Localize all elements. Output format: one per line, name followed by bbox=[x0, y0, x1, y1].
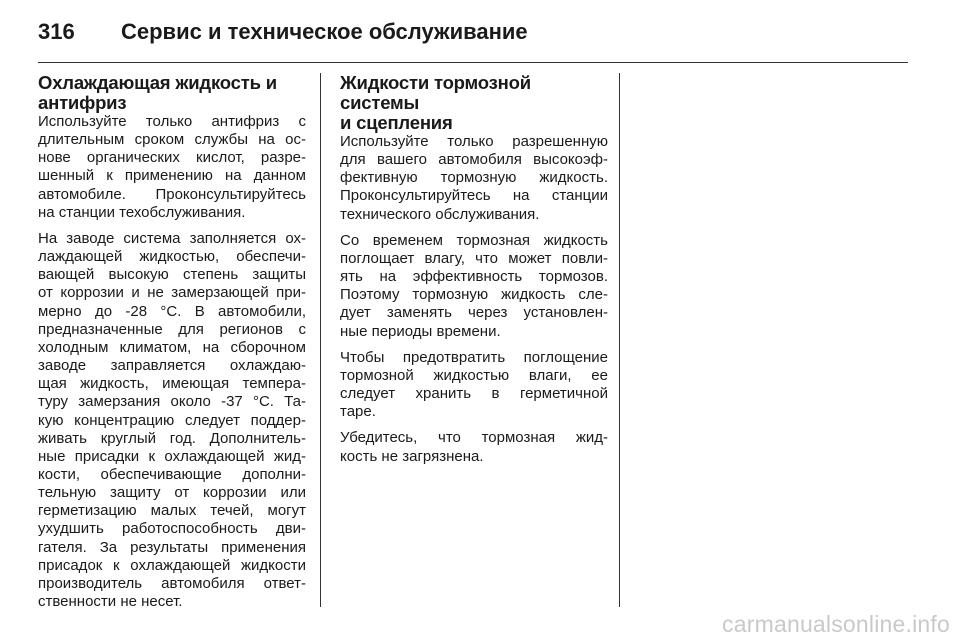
text-line: кости, обеспечивающие дополни- bbox=[38, 465, 306, 483]
text-line: технического обслуживания. bbox=[340, 205, 540, 223]
text-line: автомобиле. Проконсультируйтесь bbox=[38, 185, 306, 203]
text-line: Используйте только разрешенную bbox=[340, 133, 608, 150]
text-line: ять на эффективность тормозов. bbox=[340, 268, 608, 286]
section-heading-coolant bbox=[38, 73, 306, 113]
text-line: нове органических кислот, разре- bbox=[38, 149, 306, 167]
text-line: следует хранить в герметичной bbox=[340, 385, 608, 403]
text-line: фективную тормозную жидкость. bbox=[340, 169, 608, 187]
text-line: туру замерзания около -37 °C. Та- bbox=[38, 393, 306, 411]
text-line: лаждающей жидкостью, обеспечи- bbox=[38, 248, 306, 266]
text-line: ные присадки к охлаждающей жид- bbox=[38, 447, 306, 465]
text-line: живать круглый год. Дополнитель- bbox=[38, 429, 306, 447]
text-line: кую концентрацию следует поддер- bbox=[38, 411, 306, 429]
paragraph bbox=[38, 230, 306, 611]
text-line: вающей высокую степень защиты bbox=[38, 266, 306, 284]
text-line: ственности не несет. bbox=[38, 593, 183, 611]
heading-line: антифриз bbox=[38, 92, 127, 113]
page-header bbox=[38, 14, 908, 50]
text-line: производитель автомобиля ответ- bbox=[38, 574, 306, 592]
text-line: тормозной жидкостью влаги, ее bbox=[340, 366, 608, 384]
text-line: Поэтому тормозную жидкость сле- bbox=[340, 286, 608, 304]
running-title: Сервис и техническое обслуживание bbox=[121, 19, 528, 44]
heading-line: Жидкости тормозной системы bbox=[340, 72, 531, 113]
text-line: холодным климатом, на сборочном bbox=[38, 338, 306, 356]
section-heading-brake-fluid bbox=[340, 73, 608, 133]
text-line: на станции техобслуживания. bbox=[38, 203, 246, 221]
heading-line: Охлаждающая жидкость и bbox=[38, 72, 277, 93]
text-line: гателя. За результаты применения bbox=[38, 538, 306, 556]
text-line: Убедитесь, что тормозная жид- bbox=[340, 429, 608, 447]
header-rule bbox=[38, 62, 908, 63]
text-line: кость не загрязнена. bbox=[340, 447, 484, 465]
text-line: предназначенные для регионов с bbox=[38, 320, 306, 338]
paragraph bbox=[340, 429, 608, 465]
text-line: герметизацию малых течей, могут bbox=[38, 502, 306, 520]
paragraph bbox=[340, 349, 608, 422]
text-line: Чтобы предотвратить поглощение bbox=[340, 348, 608, 366]
text-line: заводе заправляется охлаждаю- bbox=[38, 357, 306, 375]
paragraph bbox=[340, 232, 608, 341]
column-brake-fluid bbox=[340, 73, 608, 466]
text-line: шенный к применению на данном bbox=[38, 167, 306, 185]
watermark: carmanualsonline.info bbox=[722, 611, 950, 637]
text-line: Со временем тормозная жидкость bbox=[340, 231, 608, 249]
column-divider-right bbox=[619, 73, 620, 607]
text-line: таре. bbox=[340, 403, 376, 421]
text-line: поглощает влагу, что может повли- bbox=[340, 249, 608, 267]
column-divider-left bbox=[320, 73, 321, 607]
text-line: дует заменять через установлен- bbox=[340, 304, 608, 322]
text-line: для вашего автомобиля высокоэф- bbox=[340, 151, 608, 169]
text-line: Используйте только антифриз с bbox=[38, 113, 306, 130]
paragraph bbox=[340, 133, 608, 224]
text-line: На заводе система заполняется ох- bbox=[38, 229, 306, 247]
text-line: длительным сроком службы на ос- bbox=[38, 131, 306, 149]
text-line: присадок к охлаждающей жидкости bbox=[38, 556, 306, 574]
page-number: 316 bbox=[38, 19, 75, 44]
paragraph bbox=[38, 113, 306, 222]
text-line: ухудшить работоспособность дви- bbox=[38, 520, 306, 538]
text-line: мерно до -28 °C. В автомобили, bbox=[38, 302, 306, 320]
text-line: щая жидкость, имеющая темпера- bbox=[38, 375, 306, 393]
heading-line: и сцепления bbox=[340, 112, 453, 133]
text-line: Проконсультируйтесь на станции bbox=[340, 187, 608, 205]
text-line: от коррозии и не замерзающей при- bbox=[38, 284, 306, 302]
text-line: тельную защиту от коррозии или bbox=[38, 484, 306, 502]
text-line: ные периоды времени. bbox=[340, 322, 501, 340]
column-coolant bbox=[38, 73, 306, 611]
